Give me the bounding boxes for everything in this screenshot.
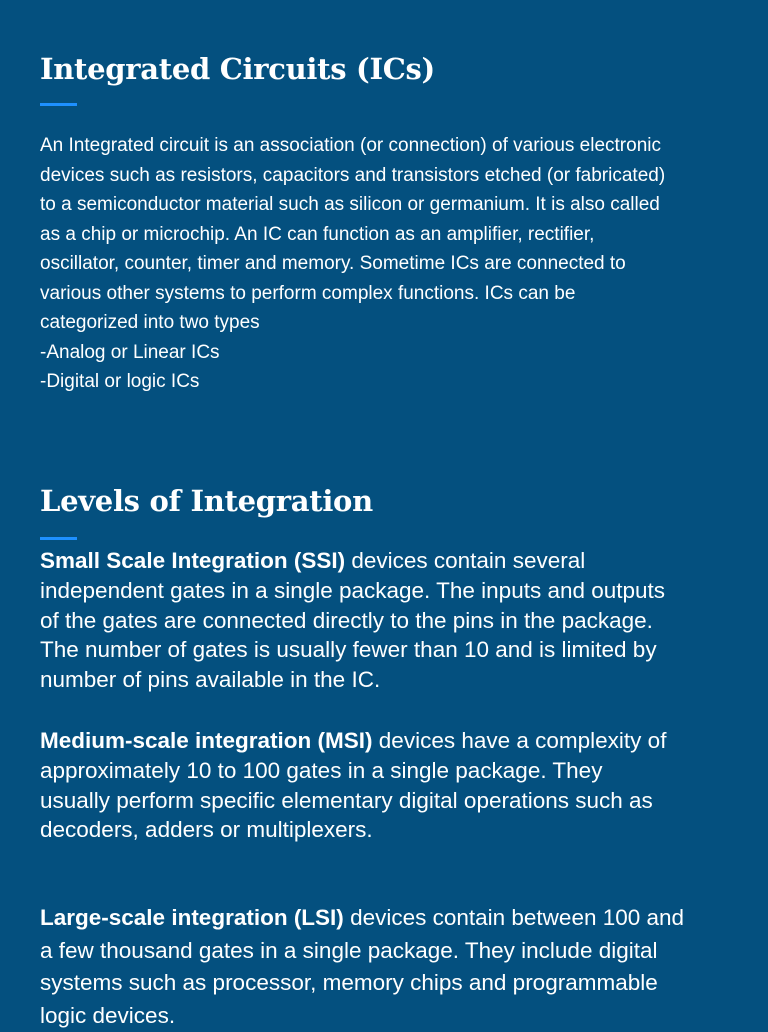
ics-description-line: categorized into two types (40, 308, 760, 338)
section-title-levels: Levels of Integration (40, 484, 373, 518)
ic-type-analog: -Analog or Linear ICs (40, 338, 760, 368)
ssi-first-line (40, 546, 760, 576)
section-title-ics: Integrated Circuits (ICs) (40, 52, 435, 86)
title-accent-bar (40, 537, 77, 540)
ics-description-line: various other systems to perform complex functions. ICs can be (40, 279, 760, 309)
lsi-first-line (40, 902, 760, 935)
ssi-line: independent gates in a single package. The inputs and outputs (40, 576, 760, 606)
msi-line: usually perform specific elementary digital operations such as (40, 786, 760, 816)
ics-description (40, 131, 760, 397)
ics-description-line: An Integrated circuit is an association (or connection) of various electronic (40, 131, 760, 161)
ics-description-line: devices such as resistors, capacitors and transistors etched (or fabricated) (40, 161, 760, 191)
msi-line: approximately 10 to 100 gates in a single package. They (40, 756, 760, 786)
ssi-line: of the gates are connected directly to the pins in the package. (40, 606, 760, 636)
msi-first-line (40, 726, 760, 756)
ics-description-line: oscillator, counter, timer and memory. Sometime ICs are connected to (40, 249, 760, 279)
title-accent-bar (40, 103, 77, 106)
lsi-line: logic devices. (40, 1000, 760, 1032)
ssi-paragraph (40, 546, 760, 695)
ssi-term: Small Scale Integration (SSI) (40, 548, 345, 573)
ic-type-digital: -Digital or logic ICs (40, 367, 760, 397)
lsi-first-rest: devices contain between 100 and (344, 905, 684, 930)
ssi-first-rest: devices contain several (345, 548, 585, 573)
ics-description-line: to a semiconductor material such as silicon or germanium. It is also called (40, 190, 760, 220)
msi-paragraph (40, 726, 760, 845)
lsi-line: systems such as processor, memory chips and programmable (40, 967, 760, 1000)
msi-first-rest: devices have a complexity of (373, 728, 667, 753)
lsi-term: Large-scale integration (LSI) (40, 905, 344, 930)
ssi-line: number of pins available in the IC. (40, 665, 760, 695)
ics-description-line: as a chip or microchip. An IC can function as an amplifier, rectifier, (40, 220, 760, 250)
lsi-paragraph (40, 902, 760, 1032)
msi-line: decoders, adders or multiplexers. (40, 815, 760, 845)
ssi-line: The number of gates is usually fewer than 10 and is limited by (40, 635, 760, 665)
msi-term: Medium-scale integration (MSI) (40, 728, 373, 753)
lsi-line: a few thousand gates in a single package. They include digital (40, 935, 760, 968)
